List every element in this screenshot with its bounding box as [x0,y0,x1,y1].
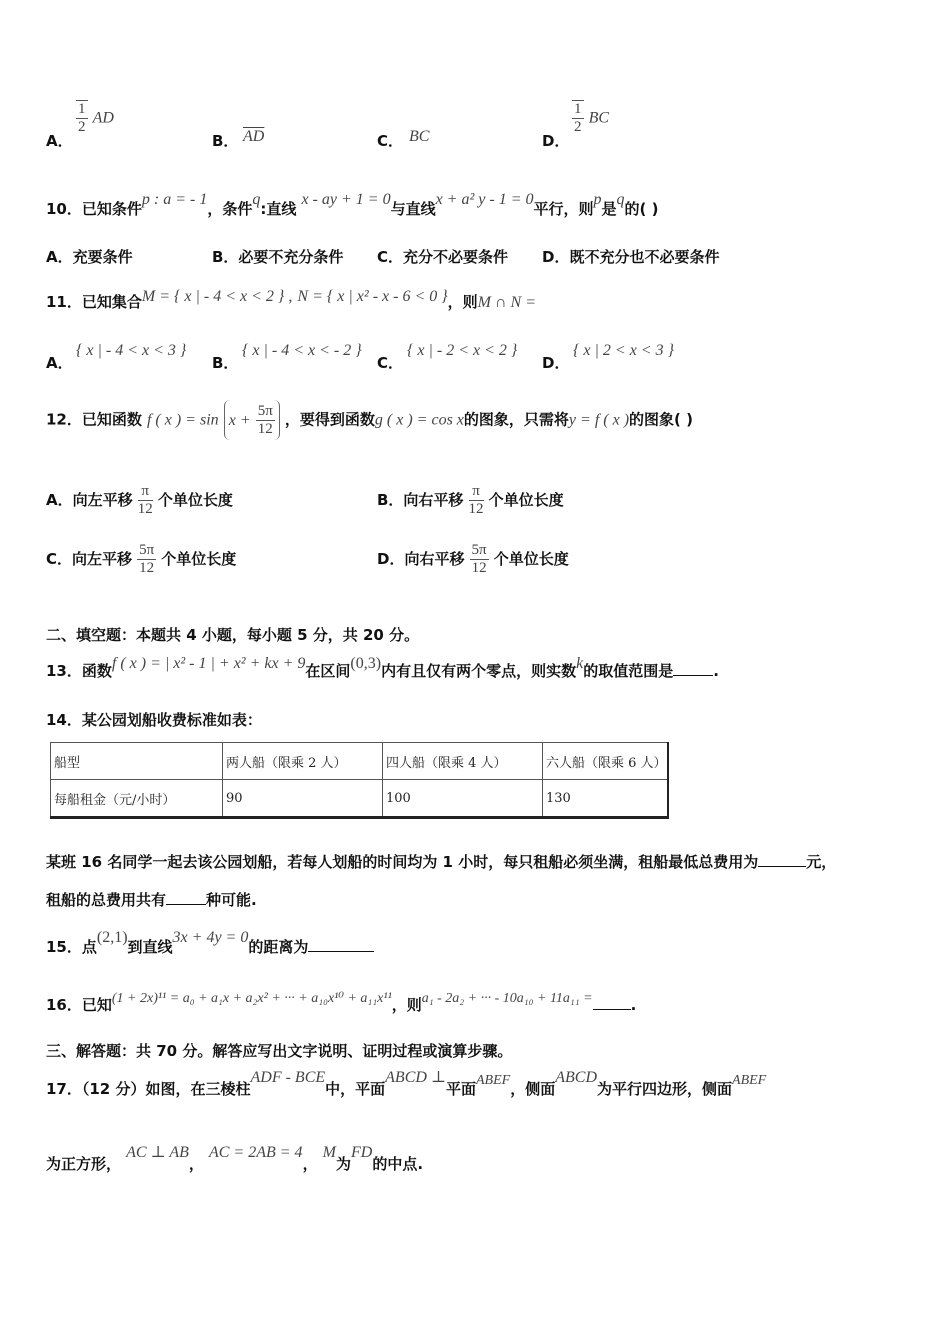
q15-stem: 15．点(2,1)到直线3x + 4y = 0的距离为 [46,936,374,957]
q17-stem-line2: 为正方形， AC ⊥ AB， AC = 2AB = 4， M为FD的中点. [46,1144,424,1173]
q12-option-b: B．向右平移 $\frac{\pi}{12}$ 个单位长度 [377,483,564,517]
q9-option-c-math: BC [409,128,430,145]
q12-stem: 12．已知函数 f ( x ) = sin x + $\frac{5\pi}{12}$ ，要得到函数g ( x ) = cos x的图象，只需将y = f ( x )的图象( ) [46,400,693,440]
q9-option-c: C． [377,132,404,150]
table-cell: 100 [383,780,543,818]
q10-stem: 10．已知条件p : a = - 1，条件q:直线 x - ay + 1 = 0与直线x + a² y - 1 = 0平行，则p是q的( ) [46,191,659,218]
q15-answer-blank[interactable] [308,951,374,952]
q14-count-blank[interactable] [166,904,206,905]
q11-option-c-set: { x | - 2 < x < 2 } [407,342,518,359]
table-row [51,780,669,818]
q11-stem: 11．已知集合M = { x | - 4 < x < 2 } , N = { x | x² - x - 6 < 0 }，则M ∩ N = [46,288,537,311]
q11-option-a: A． [46,354,73,372]
q16-answer-blank[interactable] [593,1009,631,1010]
q16-stem: 16．已知(1 + 2x)¹¹ = a₀ + a₁x + a₂x² + ··· + a₁₀x¹⁰ + a₁₁x¹¹，则a₁ - 2a₂ + ··· - 10a₁₀ + 11a₁₁ = . [46,991,637,1014]
table-header-cell: 四人船（限乘 4 人） [383,743,543,780]
q14-question-line2: 租船的总费用共有 种可能. [46,891,257,909]
q9-option-d-math: $\frac{1}{2}$ BC [574,101,610,135]
table-cell: 130 [543,780,669,818]
table-header-cell: 两人船（限乘 2 人） [223,743,383,780]
q12-option-a: A．向左平移 $\frac{\pi}{12}$ 个单位长度 [46,483,233,517]
q9-option-d: D． [542,132,570,150]
q10-option-a: A．充要条件 [46,248,133,266]
table-header-cell: 六人船（限乘 6 人） [543,743,669,780]
q11-option-d: D． [542,354,570,372]
q12-option-c: C．向左平移 $\frac{5\pi}{12}$ 个单位长度 [46,542,237,576]
q11-option-b-set: { x | - 4 < x < - 2 } [242,342,362,359]
q13-answer-blank[interactable] [673,675,713,676]
q9-option-b: B． [212,132,239,150]
table-header-row [51,743,669,780]
q11-option-c: C． [377,354,404,372]
fee-table [50,742,669,819]
table-cell: 90 [223,780,383,818]
q17-stem-line1: 17．（12 分）如图，在三棱柱ADF - BCE中，平面ABCD ⊥平面ABEF，侧面ABCD为平行四边形，侧面ABEF [46,1069,767,1098]
q10-option-b: B．必要不充分条件 [212,248,344,266]
table-header-cell: 船型 [51,743,223,780]
q9-option-b-math: $\overline{AD}$ [243,128,265,145]
section-3-heading: 三、解答题：共 70 分。解答应写出文字说明、证明过程或演算步骤。 [46,1042,513,1060]
q14-min-cost-blank[interactable] [758,866,806,867]
q11-option-b: B． [212,354,239,372]
q9-option-a-math: $\frac{1}{2}$ AD [78,101,114,135]
q13-stem: 13．函数f ( x ) = | x² - 1 | + x² + kx + 9在区间(0,3)内有且仅有两个零点，则实数k的取值范围是 . [46,655,719,680]
q9-option-a: A． [46,132,73,150]
q10-option-d: D．既不充分也不必要条件 [542,248,720,266]
table-cell: 每船租金（元/小时） [51,780,223,818]
q12-option-d: D．向右平移 $\frac{5\pi}{12}$ 个单位长度 [377,542,569,576]
q10-option-c: C．充分不必要条件 [377,248,509,266]
q14-question-line1: 某班 16 名同学一起去该公园划船，若每人划船的时间均为 1 小时，每只租船必须坐满，租船最低总费用为 元， [46,853,837,871]
q14-title: 14．某公园划船收费标准如表： [46,711,262,729]
q11-option-a-set: { x | - 4 < x < 3 } [76,342,187,359]
section-2-heading: 二、填空题：本题共 4 小题，每小题 5 分，共 20 分。 [46,626,420,644]
q11-option-d-set: { x | 2 < x < 3 } [573,342,674,359]
